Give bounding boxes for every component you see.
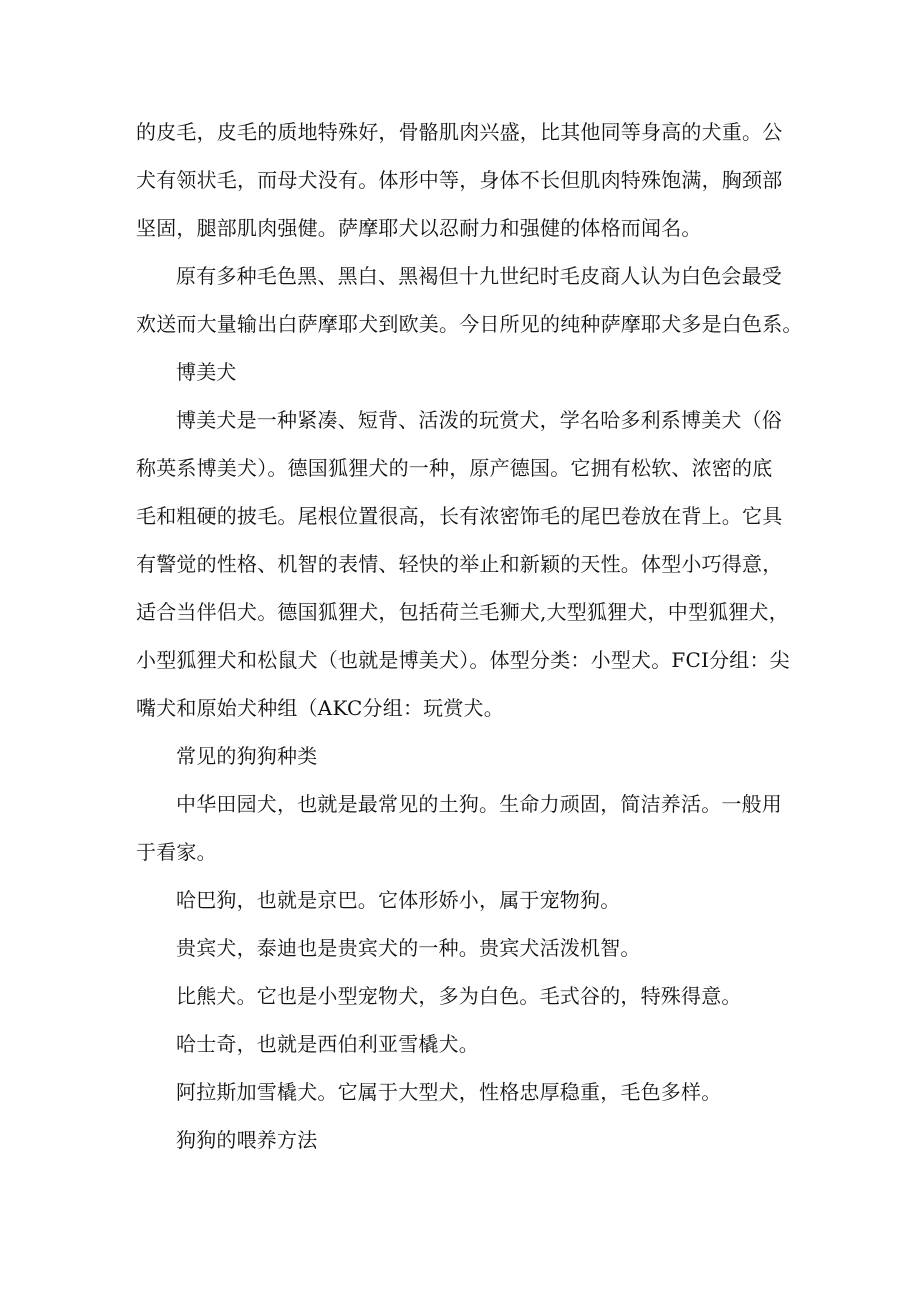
text-line: 的皮毛，皮毛的质地特殊好，骨骼肌肉兴盛，比其他同等身高的犬重。公 (136, 120, 783, 144)
text-line: 坚固，腿部肌肉强健。萨摩耶犬以忍耐力和强健的体格而闻名。 (136, 216, 702, 240)
text-line: 于看家。 (136, 840, 217, 864)
text-line: 有警觉的性格、机智的表情、轻快的举止和新颖的天性。体型小巧得意， (136, 552, 783, 576)
text-line: 哈士奇，也就是西伯利亚雪橇犬。 (176, 1032, 479, 1056)
section-heading: 博美犬 (176, 360, 237, 384)
text-line: 小型狐狸犬和松鼠犬（也就是博美犬）。体型分类：小型犬。FCI分组：尖 (136, 648, 790, 672)
text-line: 贵宾犬，泰迪也是贵宾犬的一种。贵宾犬活泼机智。 (176, 936, 641, 960)
text-line: 哈巴狗，也就是京巴。它体形娇小，属于宠物狗。 (176, 888, 621, 912)
text-line: 比熊犬。它也是小型宠物犬，多为白色。毛式谷的，特殊得意。 (176, 984, 742, 1008)
text-line: 阿拉斯加雪橇犬。它属于大型犬，性格忠厚稳重，毛色多样。 (176, 1080, 722, 1104)
text-line: 欢送而大量输出白萨摩耶犬到欧美。今日所见的纯种萨摩耶犬多是白色系。 (136, 312, 803, 336)
text-line: 原有多种毛色黑、黑白、黑褐但十九世纪时毛皮商人认为白色会最受 (176, 264, 782, 288)
section-heading: 狗狗的喂养方法 (176, 1128, 318, 1152)
text-line: 中华田园犬，也就是最常见的土狗。生命力顽固，简洁养活。一般用 (176, 792, 782, 816)
text-line: 嘴犬和原始犬种组（AKC分组：玩赏犬。 (136, 696, 504, 720)
text-line: 称英系博美犬）。德国狐狸犬的一种，原产德国。它拥有松软、浓密的底 (136, 456, 773, 480)
text-line: 毛和粗硬的披毛。尾根位置很高，长有浓密饰毛的尾巴卷放在背上。它具 (136, 504, 783, 528)
section-heading: 常见的狗狗种类 (176, 744, 318, 768)
text-line: 适合当伴侣犬。德国狐狸犬，包括荷兰毛狮犬,大型狐狸犬，中型狐狸犬， (136, 600, 789, 624)
text-line: 犬有领状毛，而母犬没有。体形中等，身体不长但肌肉特殊饱满，胸颈部 (136, 168, 783, 192)
text-line: 博美犬是一种紧凑、短背、活泼的玩赏犬，学名哈多利系博美犬（俗 (176, 408, 782, 432)
